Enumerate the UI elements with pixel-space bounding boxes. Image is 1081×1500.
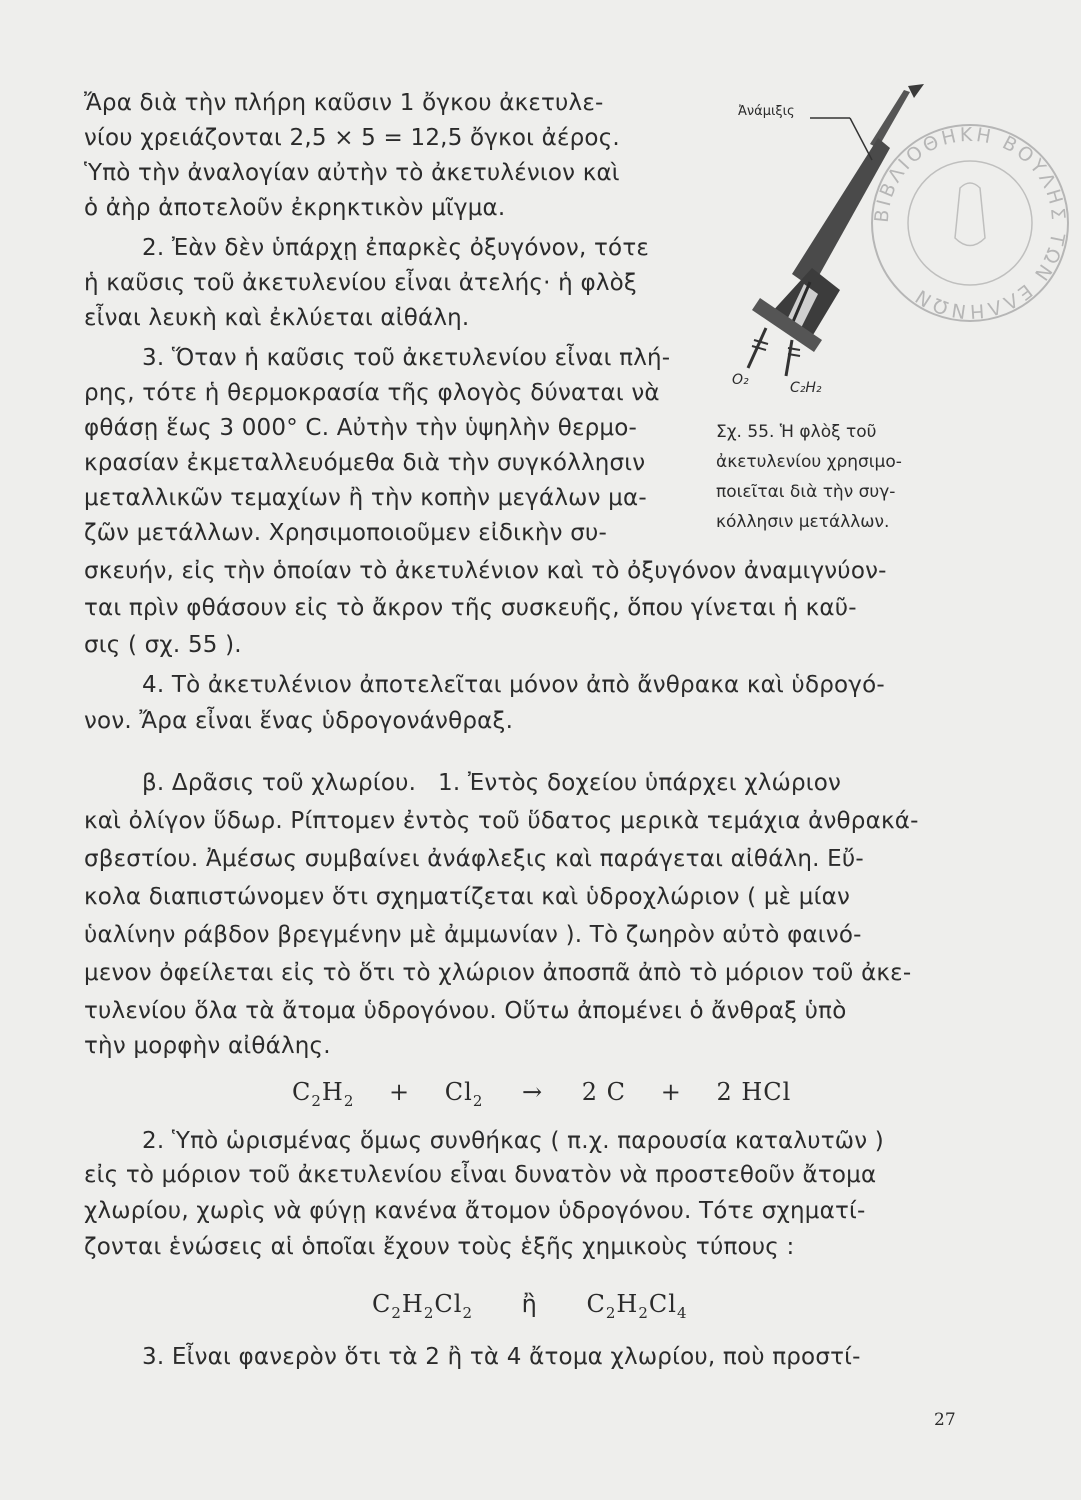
flame-shape xyxy=(908,84,924,98)
formula-symbol: Cl xyxy=(434,1290,463,1318)
plus-sign: + xyxy=(389,1078,411,1106)
formula-symbol: H xyxy=(616,1290,639,1318)
text-line: ζονται ἑνώσεις αἱ ὁποῖαι ἔχουν τοὺς ἑξῆς χημικοὺς τύπους : xyxy=(84,1234,795,1260)
text-line: σκευήν, εἰς τὴν ὁποίαν τὸ ἀκετυλένιον καὶ τὸ ὀξυγόνον ἀναμιγνύον- xyxy=(84,558,887,584)
text-line: ὁ ἀὴρ ἀποτελοῦν ἐκρηκτικὸν μῖγμα. xyxy=(84,195,506,221)
text-line: χλωρίου, χωρὶς νὰ φύγῃ κανένα ἄτομον ὑδρογόνου. Τότε σχηματί- xyxy=(84,1198,866,1224)
chemical-equation xyxy=(292,1078,791,1110)
text-line: 3. Ὅταν ἡ καῦσις τοῦ ἀκετυλενίου εἶναι πλή- xyxy=(142,345,671,371)
formula-subscript: 2 xyxy=(343,1091,355,1110)
formula-subscript: 2 xyxy=(462,1303,473,1322)
plus-sign: + xyxy=(660,1078,682,1106)
oxygen-label: O₂ xyxy=(732,372,749,388)
text-line: καὶ ὀλίγον ὕδωρ. Ρίπτομεν ἐντὸς τοῦ ὕδατος μερικὰ τεμάχια ἀνθρακά- xyxy=(84,808,919,834)
figure-caption-line: Σχ. 55. Ἡ φλὸξ τοῦ xyxy=(716,422,877,442)
text-line: 1. Ἐντὸς δοχείου ὑπάρχει χλώριον xyxy=(438,770,842,796)
formula-subscript: 2 xyxy=(638,1303,649,1322)
text-line: εἶναι λευκὴ καὶ ἐκλύεται αἰθάλη. xyxy=(84,305,470,331)
text-line: 4. Τὸ ἀκετυλένιον ἀποτελεῖται μόνον ἀπὸ ἄνθρακα καὶ ὑδρογό- xyxy=(142,672,885,698)
text-line: Ὑπὸ τὴν ἀναλογίαν αὐτὴν τὸ ἀκετυλένιον καὶ xyxy=(84,160,620,186)
figure-caption-line: ποιεῖται διὰ τὴν συγ- xyxy=(716,482,896,502)
text-line: εἰς τὸ μόριον τοῦ ἀκετυλενίου εἶναι δυνατὸν νὰ προστεθοῦν ἄτομα xyxy=(84,1162,877,1188)
formula-symbol: H xyxy=(321,1078,344,1106)
text-line: σις ( σχ. 55 ). xyxy=(84,632,242,658)
formula-symbol: C xyxy=(586,1290,606,1318)
text-line: νον. Ἄρα εἶναι ἕνας ὑδρογονάνθραξ. xyxy=(84,708,514,734)
page-number: 27 xyxy=(934,1410,956,1430)
chemical-formulas xyxy=(372,1290,688,1322)
formula-subscript: 2 xyxy=(423,1303,435,1322)
text-line: μενον ὀφείλεται εἰς τὸ ὅτι τὸ χλώριον ἀποσπᾶ ἀπὸ τὸ μόριον τοῦ ἀκε- xyxy=(84,960,912,986)
text-line: 3. Εἶναι φανερὸν ὅτι τὰ 2 ἢ τὰ 4 ἄτομα χλωρίου, ποὺ προστί- xyxy=(142,1344,861,1370)
text-line: τὴν μορφὴν αἰθάλης. xyxy=(84,1033,331,1059)
text-line: τυλενίου ὅλα τὰ ἄτομα ὑδρογόνου. Οὕτω ἀπομένει ὁ ἄνθραξ ὑπὸ xyxy=(84,998,847,1024)
product: 2 HCl xyxy=(716,1078,792,1106)
formula-subscript: 2 xyxy=(605,1303,617,1322)
figure-caption-line: κόλλησιν μετάλλων. xyxy=(716,512,890,532)
or-word: ἢ xyxy=(521,1290,538,1318)
formula-symbol: C xyxy=(292,1078,312,1106)
formula-symbol: Cl xyxy=(648,1290,677,1318)
formula-symbol: Cl xyxy=(444,1078,473,1106)
formula-symbol: C xyxy=(372,1290,392,1318)
text-line: ρης, τότε ἡ θερμοκρασία τῆς φλογὸς δύναται νὰ xyxy=(84,380,660,406)
stamp-text: ΒΙΒΛΙΟΘΗΚΗ ΒΟΥΛΗΣ ΤΩΝ ΕΛΛΗΝΩΝ xyxy=(870,123,1070,323)
text-line: κρασίαν ἐκμεταλλευόμεθα διὰ τὴν συγκόλλησιν xyxy=(84,450,646,476)
reaction-arrow: → xyxy=(522,1078,544,1106)
formula-subscript: 4 xyxy=(676,1303,688,1322)
text-line: κολα διαπιστώνομεν ὅτι σχηματίζεται καὶ ὑδροχλώριον ( μὲ μίαν xyxy=(84,884,851,910)
text-line: ἡ καῦσις τοῦ ἀκετυλενίου εἶναι ἀτελής· ἡ φλὸξ xyxy=(84,270,637,296)
formula-subscript: 2 xyxy=(391,1303,402,1322)
product: 2 C xyxy=(581,1078,627,1106)
text-line: 2. Ὑπὸ ὡρισμένας ὅμως συνθήκας ( π.χ. παρουσία καταλυτῶν ) xyxy=(142,1128,884,1154)
figure-caption-line: ἀκετυλενίου χρησιμο- xyxy=(716,452,902,472)
text-line: νίου χρειάζονται 2,5 × 5 = 12,5 ὄγκοι ἀέρος. xyxy=(84,125,620,151)
section-heading: β. Δρᾶσις τοῦ χλωρίου. xyxy=(142,770,417,796)
text-line: ζῶν μετάλλων. Χρησιμοποιοῦμεν εἰδικὴν συ- xyxy=(84,520,608,546)
mixing-label: Ἀνάμιξις xyxy=(738,104,795,119)
text-line: 2. Ἐὰν δὲν ὑπάρχῃ ἐπαρκὲς ὀξυγόνον, τότε xyxy=(142,235,649,261)
text-line: σβεστίου. Ἀμέσως συμβαίνει ἀνάφλεξις καὶ παράγεται αἰθάλη. Εὔ- xyxy=(84,846,864,872)
acetylene-label: C₂H₂ xyxy=(790,380,822,396)
formula-subscript: 2 xyxy=(472,1091,484,1110)
text-line: φθάσῃ ἕως 3 000° C. Αὐτὴν τὴν ὑψηλὴν θερμο- xyxy=(84,415,638,441)
formula-subscript: 2 xyxy=(311,1091,322,1110)
text-line: ὑαλίνην ράβδον βρεγμένην μὲ ἀμμωνίαν ). Τὸ ζωηρὸν αὐτὸ φαινό- xyxy=(84,922,862,948)
library-stamp xyxy=(865,118,1075,328)
text-line: μεταλλικῶν τεμαχίων ἢ τὴν κοπὴν μεγάλων μα- xyxy=(84,485,647,511)
acetylene-pipe xyxy=(786,340,792,376)
formula-symbol: H xyxy=(401,1290,424,1318)
text-line: ται πρὶν φθάσουν εἰς τὸ ἄκρον τῆς συσκευῆς, ὅπου γίνεται ἡ καῦ- xyxy=(84,595,857,621)
text-line: Ἄρα διὰ τὴν πλήρη καῦσιν 1 ὄγκου ἀκετυλε- xyxy=(84,90,604,116)
